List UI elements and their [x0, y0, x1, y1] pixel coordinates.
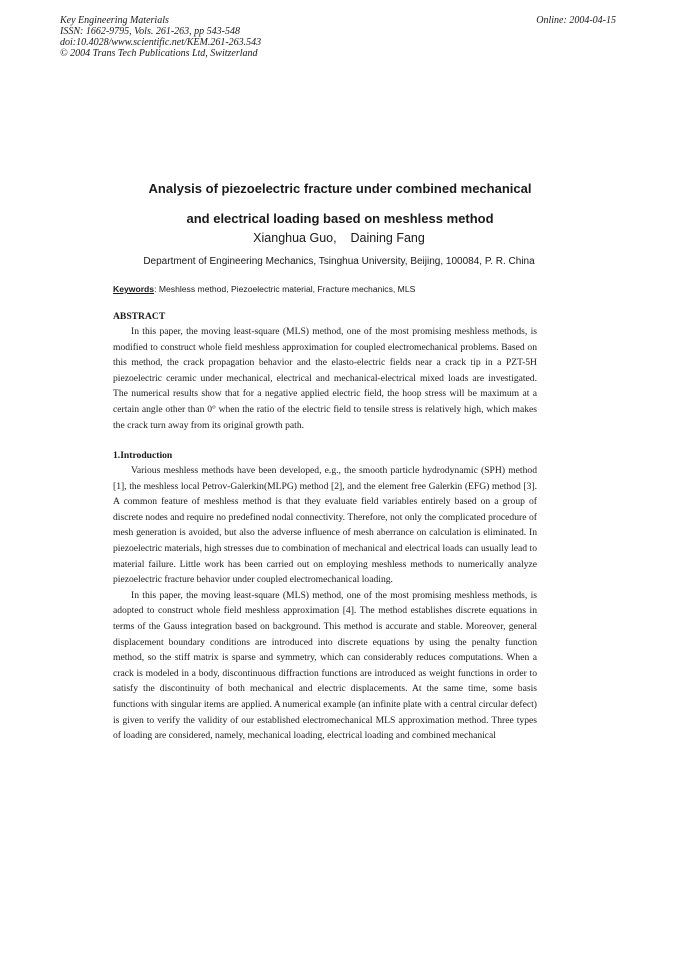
keywords-text: : Meshless method, Piezoelectric material, Fracture mechanics, MLS — [154, 284, 416, 294]
keywords-label: Keywords — [113, 284, 155, 294]
introduction-paragraph-1: Various meshless methods have been developed, e.g., the smooth particle hydrodynamic (SPH) method [1], the meshless local Petrov-Galerkin(MLPG) method [2], and the element free Galerkin (EFG) method [3]. A common feature of meshless method is that they evaluate field variables entirely based on a group of discrete nodes and require no predefined nodal connectivity. Therefore, not only the complicated procedure of mesh generation is avoided, but also the adverse influence of mesh aberrance on calculation is eliminated. In piezoelectric materials, high stresses due to combination of mechanical and electrical loads can usually lead to material failure. Little work has been carried out on employing meshless methods to numerically analyze piezoelectric fracture behavior under coupled electromechanical loading. — [113, 465, 537, 586]
issn-line: ISSN: 1662-9795, Vols. 261-263, pp 543-548 — [60, 26, 240, 37]
paper-title — [90, 174, 590, 234]
keywords — [113, 284, 415, 294]
abstract-section — [113, 309, 537, 433]
journal-name: Key Engineering Materials — [60, 15, 169, 26]
authors: Xianghua Guo, Daining Fang — [253, 231, 425, 245]
title-line-1: Analysis of piezoelectric fracture under combined mechanical — [148, 181, 532, 196]
abstract-heading: ABSTRACT — [113, 311, 166, 322]
copyright-line: © 2004 Trans Tech Publications Ltd, Switzerland — [60, 48, 258, 59]
abstract-text: In this paper, the moving least-square (MLS) method, one of the most promising meshless methods, is modified to construct whole field meshless approximation for coupled electromechanical problems. Based on this method, the crack propagation behavior and the elasto-electric fields near a crack tip in a PZT-5H piezoelectric ceramic under mechanical, electrical and mechanical-electrical mixed loads are investigated. The numerical results show that for a negative applied electric field, the hoop stress will be maximum at a certain angle other than 0° when the ratio of the electric field to tensile stress is relatively high, which makes the crack turn away from its original growth path. — [113, 326, 537, 431]
online-date: Online: 2004-04-15 — [536, 15, 616, 26]
affiliation: Department of Engineering Mechanics, Tsinghua University, Beijing, 100084, P. R. China — [143, 256, 535, 267]
introduction-heading: 1.Introduction — [113, 450, 173, 461]
journal-header — [60, 15, 261, 59]
introduction-paragraph-2: In this paper, the moving least-square (MLS) method, one of the most promising meshless methods, is adopted to construct whole field meshless approximation [4]. The method establishes discrete equations in terms of the Gauss integration based on background. This method is accurate and stable. Moreover, general displacement boundary conditions are introduced into discrete equations by using the penalty function method, so the stiff matrix is sparse and symmetry, which can considerably reduces computations. When a crack is modeled in a body, discontinuous diffraction functions are introduced as weight functions in order to satisfy the discontinuity of both mechanical and electric displacements. At the same time, some basis functions with singular items are applied. A numerical example (an infinite plate with a central circular defect) is given to verify the validity of our established electromechanical MLS approximation method. Three types of loading are considered, namely, mechanical loading, electrical loading and combined mechanical — [113, 589, 537, 742]
doi-line: doi:10.4028/www.scientific.net/KEM.261-263.543 — [60, 37, 262, 48]
introduction-section — [113, 448, 537, 744]
title-line-2: and electrical loading based on meshless method — [186, 211, 494, 226]
